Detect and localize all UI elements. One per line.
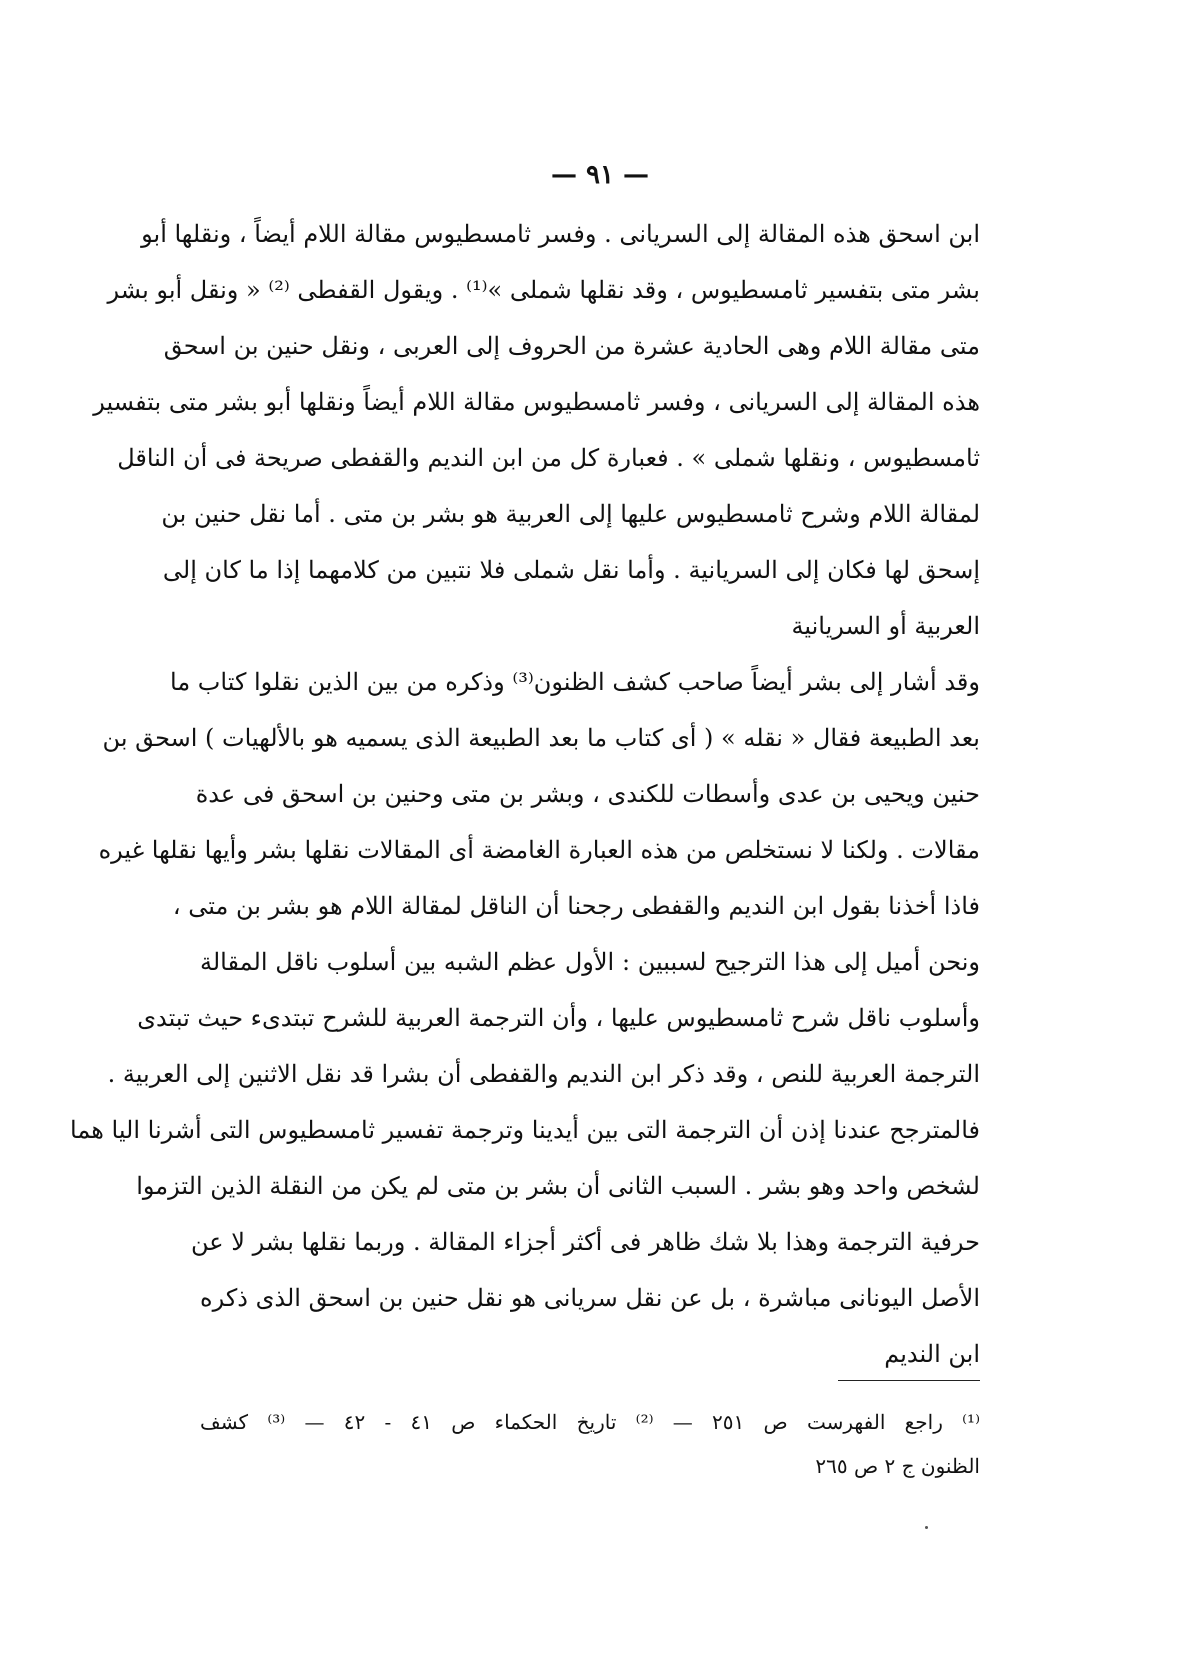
text-line: مقالات . ولكنا لا نستخلص من هذه العبارة الغامضة أى المقالات نقلها بشر وأيها نقلها غيره xyxy=(98,836,980,864)
paragraph-end-line: ابن النديم xyxy=(884,1340,980,1368)
text-line: وأسلوب ناقل شرح ثامسطيوس عليها ، وأن الترجمة العربية للشرح تبتدىء حيث تبتدى xyxy=(137,1004,980,1032)
text-line: فاذا أخذنا بقول ابن النديم والقفطى رجحنا أن الناقل لمقالة اللام هو بشر بن متى ، xyxy=(172,892,980,920)
footnote-line: ⁽¹⁾ راجع الفهرست ص ٢٥١ — ⁽²⁾ تاريخ الحكماء ص ٤١ - ٤٢ — ⁽³⁾ كشف xyxy=(200,1410,980,1434)
paragraph-end-line: العربية أو السريانية xyxy=(791,612,980,640)
print-speck xyxy=(925,1526,928,1529)
text-line: بشر متى بتفسير ثامسطيوس ، وقد نقلها شملى »⁽¹⁾ . ويقول القفطى ⁽²⁾ « ونقل أبو بشر xyxy=(107,276,980,304)
text-line: بعد الطبيعة فقال « نقله » ( أى كتاب ما بعد الطبيعة الذى يسميه هو بالألهيات ) اسحق بن xyxy=(102,724,980,752)
footnote-line: الظنون ج ٢ ص ٢٦٥ xyxy=(815,1454,980,1478)
text-line: الأصل اليونانى مباشرة ، بل عن نقل سريانى هو نقل حنين بن اسحق الذى ذكره xyxy=(200,1284,980,1312)
body-text xyxy=(70,206,980,1382)
text-line: إسحق لها فكان إلى السريانية . وأما نقل شملى فلا نتبين من كلامهما إذا ما كان إلى xyxy=(162,556,980,584)
text-line: وقد أشار إلى بشر أيضاً صاحب كشف الظنون⁽³⁾ وذكره من بين الذين نقلوا كتاب ما xyxy=(170,668,980,696)
text-line: لشخص واحد وهو بشر . السبب الثانى أن بشر بن متى لم يكن من النقلة الذين التزموا xyxy=(136,1172,980,1200)
text-line: لمقالة اللام وشرح ثامسطيوس عليها إلى العربية هو بشر بن متى . أما نقل حنين بن xyxy=(161,500,980,528)
text-line: ابن اسحق هذه المقالة إلى السريانى . وفسر ثامسطيوس مقالة اللام أيضاً ، ونقلها أبو xyxy=(141,220,980,248)
text-line: حنين ويحيى بن عدى وأسطات للكندى ، وبشر بن متى وحنين بن اسحق فى عدة xyxy=(195,780,980,808)
text-line: الترجمة العربية للنص ، وقد ذكر ابن النديم والقفطى أن بشرا قد نقل الاثنين إلى العربية . xyxy=(107,1060,980,1088)
footnotes xyxy=(200,1400,980,1488)
text-line: متى مقالة اللام وهى الحادية عشرة من الحروف إلى العربى ، ونقل حنين بن اسحق xyxy=(163,332,980,360)
text-line: ثامسطيوس ، ونقلها شملى » . فعبارة كل من ابن النديم والقفطى صريحة فى أن الناقل xyxy=(117,444,980,472)
text-line: هذه المقالة إلى السريانى ، وفسر ثامسطيوس مقالة اللام أيضاً ونقلها أبو بشر متى بتفسير xyxy=(93,388,980,416)
text-line: ونحن أميل إلى هذا الترجيح لسببين : الأول عظم الشبه بين أسلوب ناقل المقالة xyxy=(200,948,980,976)
text-line: حرفية الترجمة وهذا بلا شك ظاهر فى أكثر أجزاء المقالة . وربما نقلها بشر لا عن xyxy=(191,1228,980,1256)
page-number: — ٩١ — xyxy=(550,160,650,190)
footnote-divider xyxy=(838,1380,980,1381)
text-line: فالمترجح عندنا إذن أن الترجمة التى بين أيدينا وترجمة تفسير ثامسطيوس التى أشرنا اليا هما xyxy=(70,1116,980,1144)
